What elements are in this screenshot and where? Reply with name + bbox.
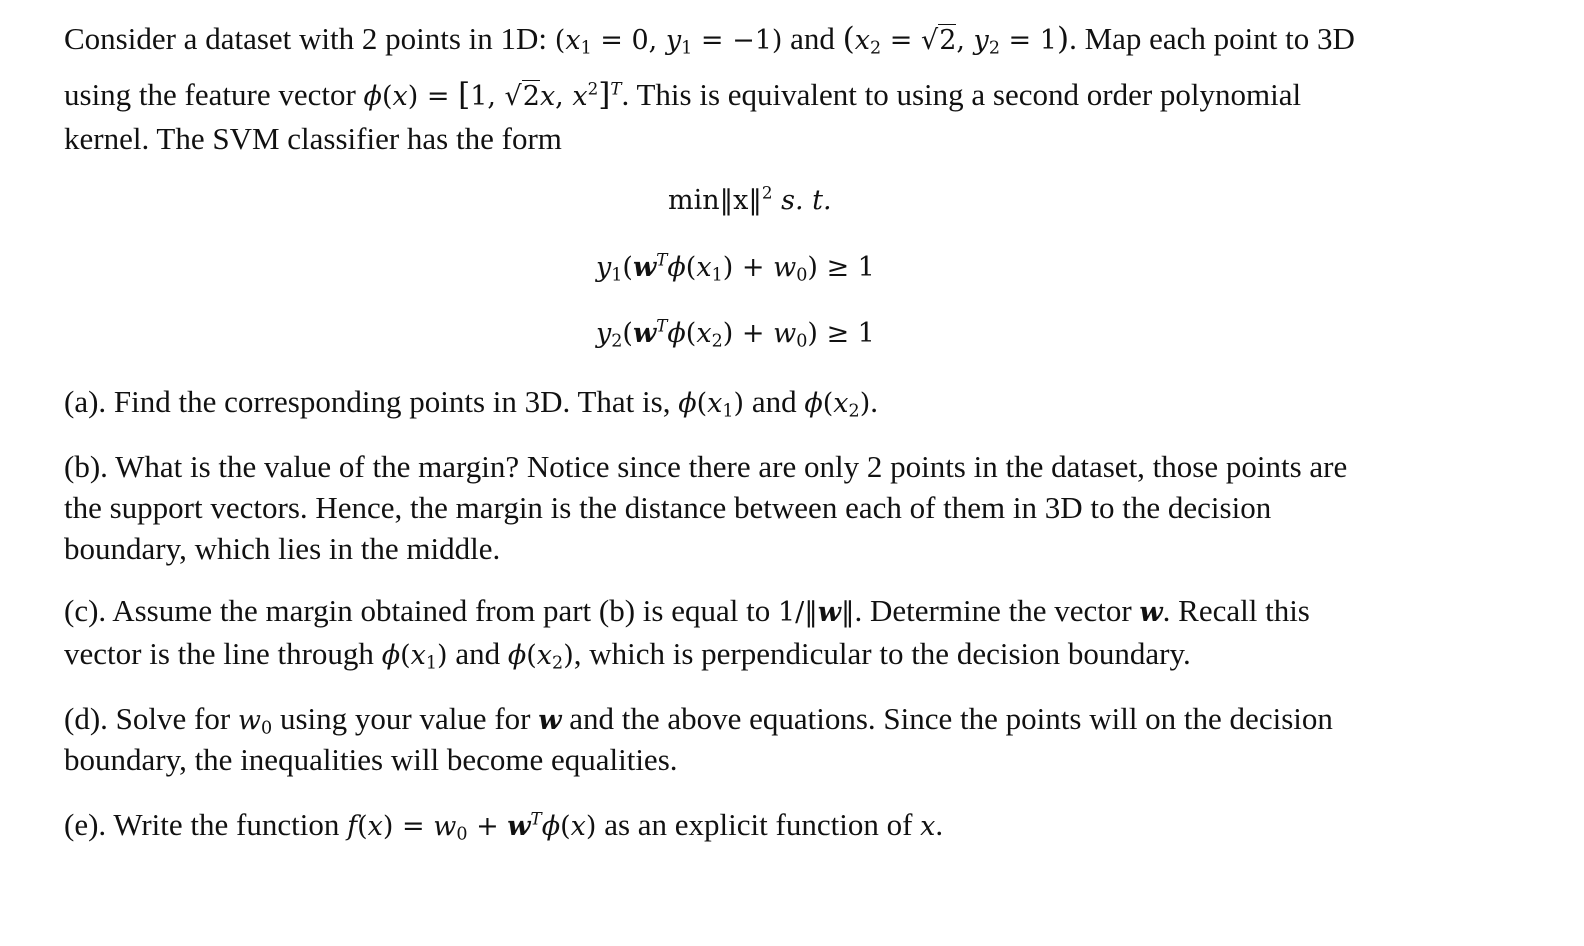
feature-vector-math: ϕ(x) = [1, √2x, $x^2]^T$ — [363, 77, 622, 113]
part-d-line-1: (d). Solve for $w_0$ using your value for w and the above equations. Since the points will on the decision — [64, 701, 1333, 739]
part-b-line-3: boundary, which lies in the middle. — [64, 531, 501, 566]
part-c-line-1: (c). Assume the margin obtained from part (b) is equal to 1/‖w‖. Determine the vector w. Recall this — [64, 593, 1310, 628]
constraint-2: $y_2(w^T\phi(x_2) + w_0) \ge 1$ — [596, 315, 875, 352]
intro-line-2: using the feature vector ϕ(x) = [1, √2x, $x^2]^T$. This is equivalent to using a second order polynomial — [64, 77, 1302, 113]
intro-line-1: Consider a dataset with 2 points in 1D: ($x_1 = 0$, $y_1 = -1$) and ($x_2 = √2$, $y_2 = 1$). Map each point to 3D — [64, 21, 1355, 59]
point1-math: ($x_1 = 0$, $y_1 = -1$) — [554, 25, 783, 59]
part-d-line-2: boundary, the inequalities will become equalities. — [64, 742, 678, 777]
part-a: (a). Find the corresponding points in 3D. That is, $\phi(x_1)$ and $\phi(x_2)$. — [64, 384, 878, 422]
part-b-line-2: the support vectors. Hence, the margin is the distance between each of them in 3D to the decision — [64, 490, 1272, 525]
part-b-line-1: (b). What is the value of the margin? Notice since there are only 2 points in the dataset, those points are — [64, 449, 1348, 484]
part-c-line-2: vector is the line through $\phi(x_1)$ and $\phi(x_2)$, which is perpendicular to the decision boundary. — [64, 636, 1191, 674]
objective-equation: min‖x‖$^2$ s. t. — [668, 182, 832, 216]
constraint-1: $y_1(w^T\phi(x_1) + w_0) \ge 1$ — [596, 249, 875, 286]
part-e: (e). Write the function $f(x) = w_0 + w^T\phi(x)$ as an explicit function of x. — [64, 807, 944, 845]
point2-math: ($x_2 = √2$, $y_2 = 1$) — [842, 21, 1070, 59]
intro-line-3: kernel. The SVM classifier has the form — [64, 121, 562, 156]
